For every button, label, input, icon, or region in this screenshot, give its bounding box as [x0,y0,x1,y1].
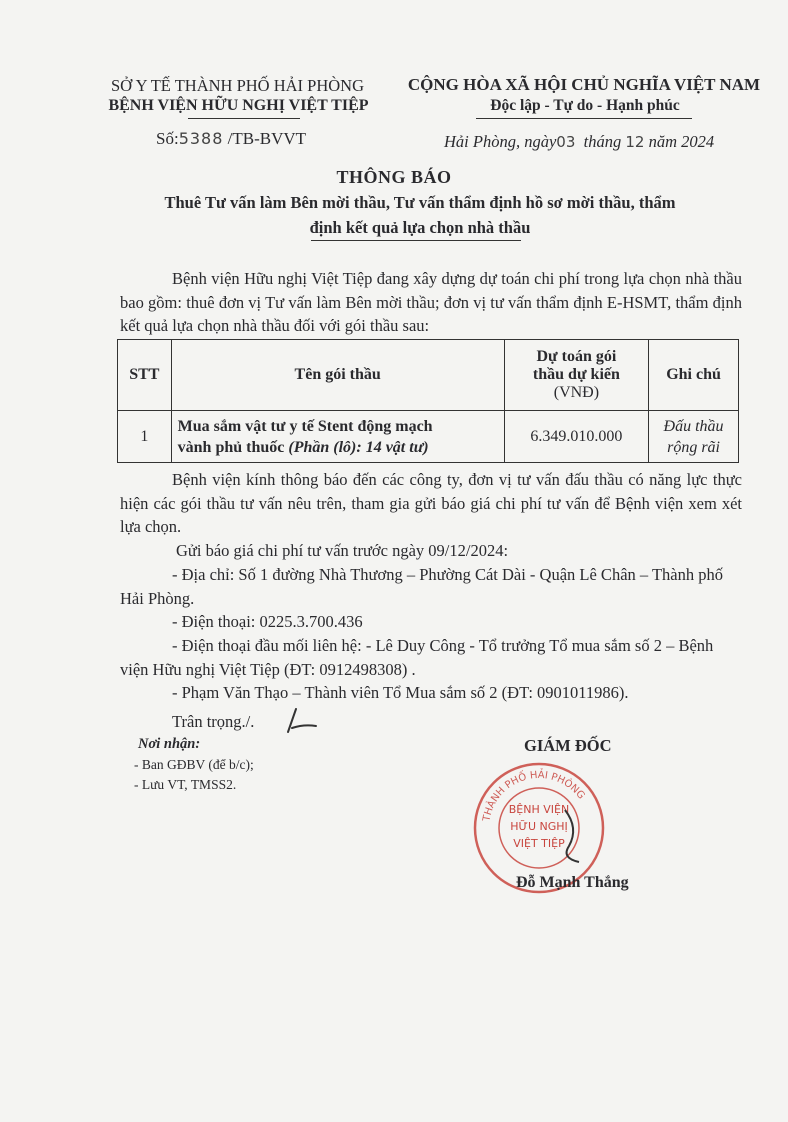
closing: Trân trọng./. [172,712,255,731]
header-cost [504,340,648,411]
package-name-line2 [178,437,498,458]
header-stt: STT [118,340,172,411]
date-month: 12 [625,133,645,151]
header-note: Ghi chú [649,340,739,411]
motto: Độc lập - Tự do - Hạnh phúc [490,97,680,114]
date-month-label: tháng [583,132,622,151]
header-cost-line1: Dự toán gói [536,348,617,365]
recipients-title: Nơi nhận: [138,736,201,752]
org-line2: BỆNH VIỆN HỮU NGHỊ VIỆT TIỆP [108,97,369,114]
doc-no-suffix: /TB-BVVT [227,129,307,148]
date-year: năm 2024 [648,132,715,151]
org-line1: SỞ Y TẾ THÀNH PHỐ HẢI PHÒNG [110,76,364,95]
document-date [444,132,714,152]
note-line2: rộng rãi [667,438,720,456]
cell-note [649,411,739,463]
doc-no-prefix: Số: [156,129,179,148]
recipient-item: - Lưu VT, TMSS2. [134,777,237,792]
note-line1: Đấu thầu [663,417,724,435]
bid-package-table [117,339,739,463]
date-day: 03 [556,133,576,151]
table-row [118,411,739,463]
header-cost-line2: thầu dự kiến [532,366,620,383]
page-title: THÔNG BÁO [336,167,452,187]
subtitle-line1: Thuê Tư vấn làm Bên mời thầu, Tư vấn thẩm định hồ sơ mời thầu, thẩm [164,193,676,212]
recipient-item: - Ban GĐBV (để b/c); [134,757,254,772]
deadline-paragraph: Gửi báo giá chi phí tư vấn trước ngày 09/12/2024: [176,541,509,560]
package-name-line1: Mua sắm vật tư y tế Stent động mạch [177,417,433,435]
package-name-italic: (Phần (lô): 14 vật tư) [288,438,429,456]
motto-underline [476,118,692,119]
stamp-line2: HỮU NGHỊ [510,820,568,833]
cell-package-name [171,411,504,463]
nation-title: CỘNG HÒA XÃ HỘI CHỦ NGHĨA VIỆT NAM [407,75,761,94]
package-name-bold: vành phủ thuốc [177,438,289,456]
subtitle-underline [311,240,521,241]
phone-paragraph: - Điện thoại: 0225.3.700.436 [172,612,363,631]
doc-no-handwritten: 5388 [178,129,224,148]
stamp-ring-text: THÀNH PHỐ HẢI PHÒNG [481,769,587,823]
subtitle-line2: định kết quả lựa chọn nhà thầu [309,218,531,237]
signer-name: Đỗ Mạnh Thắng [516,874,629,891]
header-cost-line3: (VNĐ) [553,384,600,401]
date-place: Hải Phòng, ngày [444,132,557,151]
header-name: Tên gói thầu [171,340,504,411]
stamp-line1: BỆNH VIỆN [508,803,570,816]
contact-paragraph: - Điện thoại đầu mối liên hệ: - Lê Duy Công - Tổ trưởng Tổ mua sắm số 2 – Bệnh viện Hữu nghị Việt Tiệp (ĐT: 0912498308) . [120,636,714,679]
table-header-row [118,340,739,411]
document-number [156,129,306,149]
org-underline [188,118,300,119]
cell-stt: 1 [118,411,172,463]
announcement-paragraph: Bệnh viện kính thông báo đến các công ty, đơn vị tư vấn đấu thầu có năng lực thực hiện các gói thầu tư vấn nêu trên, tham gia gửi báo giá chi phí tư vấn để Bệnh viện xem xét lựa chọn. [120,470,742,536]
subtitle [120,190,720,240]
contact2-paragraph: - Phạm Văn Thạo – Thành viên Tổ Mua sắm số 2 (ĐT: 0901011986). [172,683,629,702]
cell-cost: 6.349.010.000 [504,411,648,463]
signer-role: GIÁM ĐỐC [524,736,612,755]
address-paragraph: - Địa chỉ: Số 1 đường Nhà Thương – Phường Cát Dài - Quận Lê Chân – Thành phố Hải Phòng. [120,565,723,608]
intro-paragraph: Bệnh viện Hữu nghị Việt Tiệp đang xây dựng dự toán chi phí trong lựa chọn nhà thầu bao gồm: thuê đơn vị Tư vấn làm Bên mời thầu; đơn vị tư vấn thẩm định E-HSMT, thẩm định kết quả lựa chọn nhà thầu đối với gói thầu sau: [120,269,742,335]
initial-mark-icon [282,706,322,736]
stamp-line3: VIỆT TIỆP [513,837,565,850]
